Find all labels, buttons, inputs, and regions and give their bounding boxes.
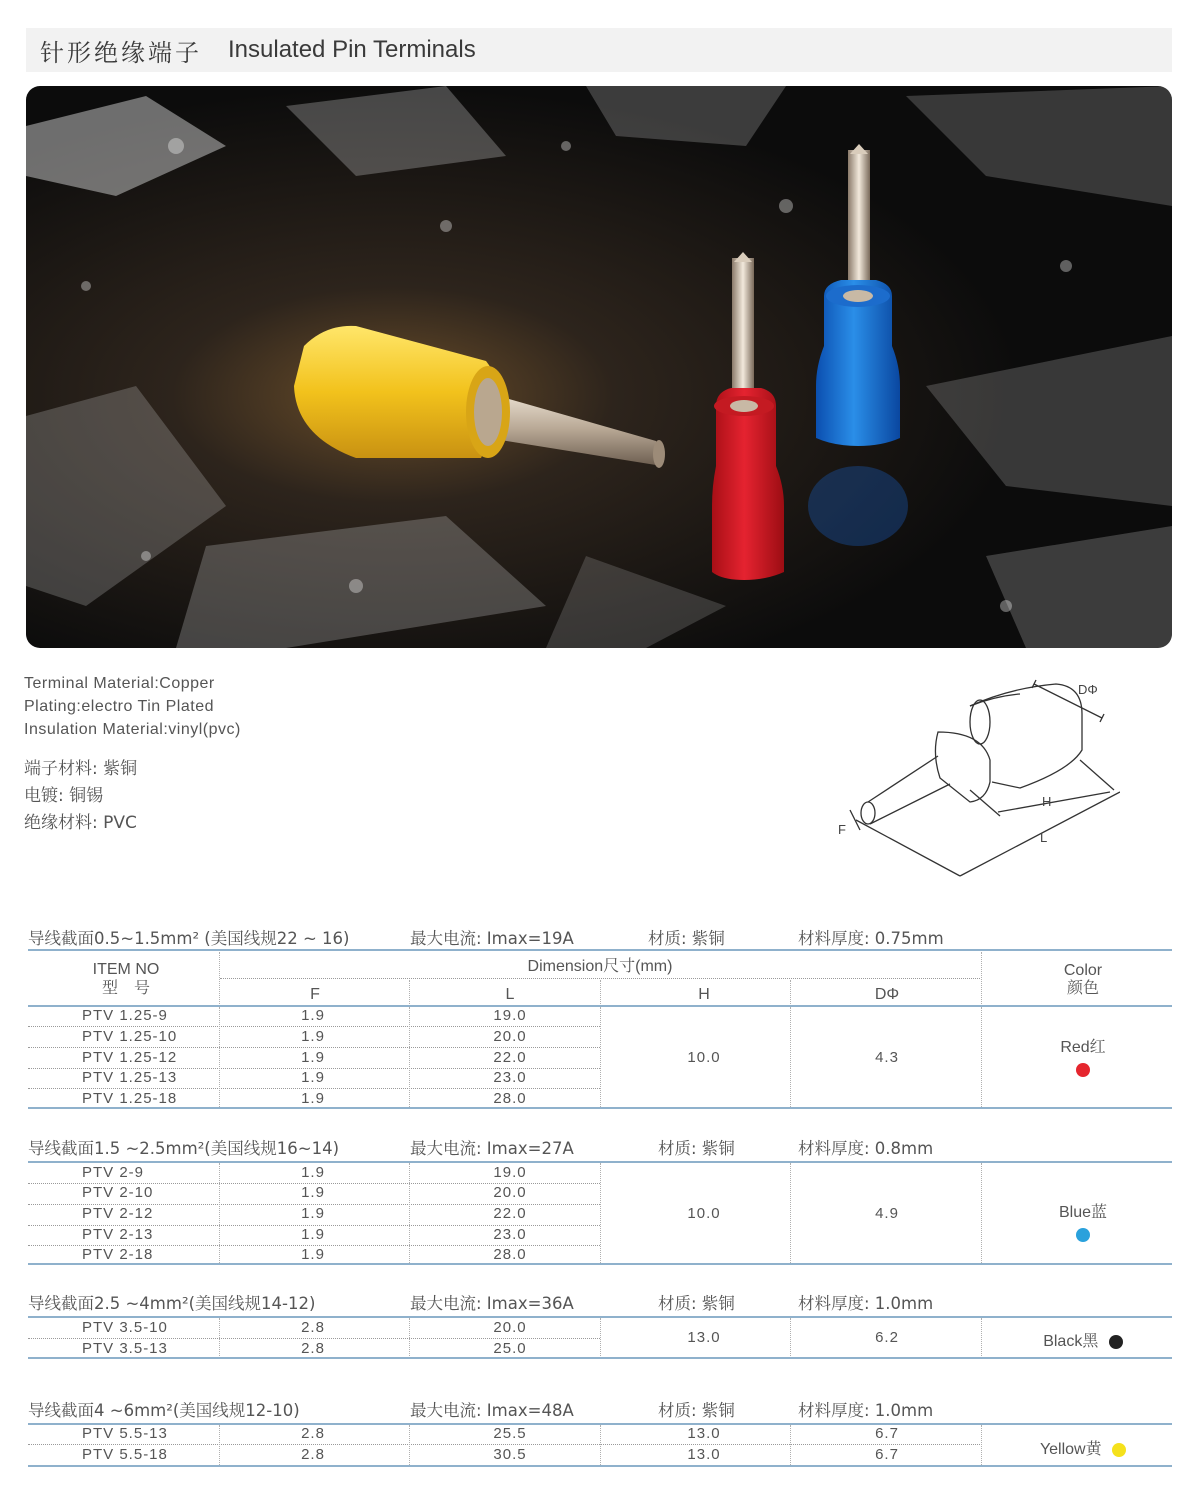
table-row-item: PTV 1.25-12	[82, 1049, 178, 1066]
group-1-thickness: 材料厚度: 0.75mm	[798, 929, 944, 948]
group-2-thickness: 材料厚度: 0.8mm	[798, 1139, 934, 1158]
group-4-header	[28, 1397, 1172, 1421]
diagram-label-f: F	[838, 822, 846, 837]
table-row-item: PTV 1.25-13	[82, 1069, 178, 1086]
spec-cn-terminal-material: 端子材料: 紫铜	[24, 759, 138, 779]
table-row-f: 1.9	[301, 1184, 325, 1201]
table-row-l: 22.0	[493, 1205, 527, 1222]
group-1-h: 10.0	[687, 1049, 721, 1066]
group-1-material: 材质: 紫铜	[648, 929, 725, 948]
table-row-l: 22.0	[493, 1049, 527, 1066]
header-h: H	[698, 986, 710, 1003]
blue-color-swatch	[1076, 1228, 1090, 1242]
group-1-top-rule	[28, 949, 1172, 951]
table-row-h: 13.0	[687, 1446, 721, 1463]
group-2-header	[28, 1135, 1172, 1159]
header-item-no: ITEM NO	[92, 961, 160, 978]
col-divider	[600, 1163, 601, 1263]
spec-cn-plating: 电镀: 铜锡	[24, 786, 104, 806]
header-item-no-cn: 型 号	[101, 980, 150, 997]
table-row-l: 28.0	[493, 1090, 527, 1107]
table-row-l: 23.0	[493, 1226, 527, 1243]
table-row-f: 2.8	[301, 1340, 325, 1357]
table-row-l: 20.0	[493, 1028, 527, 1045]
header-vline	[600, 980, 601, 1006]
header-l: L	[505, 986, 515, 1003]
col-divider	[981, 1318, 982, 1358]
col-divider	[600, 1425, 601, 1465]
table-row-h: 13.0	[687, 1425, 721, 1442]
col-divider	[790, 1007, 791, 1107]
table-row-f: 1.9	[301, 1090, 325, 1107]
group-3-header	[28, 1290, 1172, 1314]
table-row-f: 1.9	[301, 1028, 325, 1045]
yellow-color-swatch	[1112, 1443, 1126, 1457]
table-row-d: 6.7	[875, 1446, 899, 1463]
col-divider	[790, 1318, 791, 1358]
group-3-current: 最大电流: Imax=36A	[410, 1294, 574, 1313]
header-vline	[219, 952, 220, 1006]
diagram-label-l: L	[1040, 830, 1048, 845]
table-row-d: 6.7	[875, 1425, 899, 1442]
table-row-l: 20.0	[493, 1184, 527, 1201]
spec-cn-insulation-material: 绝缘材料: PVC	[24, 813, 137, 833]
table-row-f: 1.9	[301, 1226, 325, 1243]
group-4-material: 材质: 紫铜	[658, 1401, 735, 1420]
table-row-f: 2.8	[301, 1319, 325, 1336]
header-dimension: Dimension尺寸(mm)	[527, 958, 673, 975]
col-divider	[790, 1425, 791, 1465]
title-bar	[26, 28, 1172, 72]
table-row-l: 23.0	[493, 1069, 527, 1086]
dimension-diagram-drawing	[820, 670, 1120, 890]
group-3-material: 材质: 紫铜	[658, 1294, 735, 1313]
col-divider	[981, 1163, 982, 1263]
table-row-item: PTV 1.25-18	[82, 1090, 178, 1107]
table-row-f: 2.8	[301, 1446, 325, 1463]
table-row-item: PTV 2-10	[82, 1184, 154, 1201]
group-1-current: 最大电流: Imax=19A	[410, 929, 574, 948]
header-color: Color	[1063, 962, 1103, 979]
product-photo	[26, 86, 1172, 648]
spec-insulation-material: Insulation Material:vinyl(pvc)	[24, 721, 241, 738]
group-2-h: 10.0	[687, 1205, 721, 1222]
table-row-item: PTV 3.5-13	[82, 1340, 168, 1357]
group-1-bottom-rule	[28, 1107, 1172, 1109]
header-vline	[409, 980, 410, 1006]
table-row-l: 28.0	[493, 1246, 527, 1263]
table-row-item: PTV 2-13	[82, 1226, 154, 1243]
col-divider	[600, 1318, 601, 1358]
group-2-color-label: Blue蓝	[1058, 1204, 1108, 1221]
table-row-f: 1.9	[301, 1164, 325, 1181]
col-divider	[219, 1163, 220, 1263]
group-2-d: 4.9	[875, 1205, 899, 1222]
header-dimension-divider	[220, 978, 980, 979]
col-divider	[409, 1007, 410, 1107]
table-row-f: 1.9	[301, 1049, 325, 1066]
title-chinese: 针形绝缘端子	[40, 38, 202, 67]
table-row-l: 19.0	[493, 1164, 527, 1181]
col-divider	[219, 1007, 220, 1107]
red-color-swatch	[1076, 1063, 1090, 1077]
group-1-section: 导线截面0.5~1.5mm² (美国线规22 ~ 16)	[28, 929, 350, 948]
col-divider	[409, 1318, 410, 1358]
group-3-thickness: 材料厚度: 1.0mm	[798, 1294, 934, 1313]
group-2-section: 导线截面1.5 ~2.5mm²(美国线规16~14)	[28, 1139, 340, 1158]
table-row-f: 1.9	[301, 1246, 325, 1263]
product-photo-illustration	[26, 86, 1172, 648]
group-4-current: 最大电流: Imax=48A	[410, 1401, 574, 1420]
table-row-l: 20.0	[493, 1319, 527, 1336]
table-row-item: PTV 3.5-10	[82, 1319, 168, 1336]
header-d: DΦ	[874, 986, 900, 1003]
diagram-label-h: H	[1042, 794, 1052, 809]
group-2-material: 材质: 紫铜	[658, 1139, 735, 1158]
table-row-l: 25.5	[493, 1425, 527, 1442]
diagram-label-d: DΦ	[1078, 682, 1098, 697]
table-row-item: PTV 2-18	[82, 1246, 154, 1263]
col-divider	[219, 1318, 220, 1358]
title-english: Insulated Pin Terminals	[228, 36, 476, 63]
col-divider	[790, 1163, 791, 1263]
table-row-l: 25.0	[493, 1340, 527, 1357]
group-3-color	[984, 1328, 1182, 1351]
table-row-l: 30.5	[493, 1446, 527, 1463]
table-row-item: PTV 5.5-13	[82, 1425, 168, 1442]
col-divider	[981, 1007, 982, 1107]
group-4-bottom-rule	[28, 1465, 1172, 1467]
group-4-thickness: 材料厚度: 1.0mm	[798, 1401, 934, 1420]
table-row-f: 1.9	[301, 1205, 325, 1222]
table-row-f: 1.9	[301, 1007, 325, 1024]
table-row-l: 19.0	[493, 1007, 527, 1024]
group-1-color	[984, 1034, 1182, 1079]
spec-terminal-material: Terminal Material:Copper	[24, 675, 215, 692]
spec-plating: Plating:electro Tin Plated	[24, 698, 214, 715]
group-1-d: 4.3	[875, 1049, 899, 1066]
group-3-d: 6.2	[875, 1329, 899, 1346]
col-divider	[409, 1425, 410, 1465]
header-vline	[981, 952, 982, 1006]
table-row-item: PTV 1.25-9	[82, 1007, 168, 1024]
group-1-color-label: Red红	[1060, 1039, 1106, 1056]
table-row-item: PTV 5.5-18	[82, 1446, 168, 1463]
dimension-diagram	[820, 670, 1120, 890]
group-2-color	[984, 1199, 1182, 1244]
table-row-item: PTV 1.25-10	[82, 1028, 178, 1045]
col-divider	[981, 1425, 982, 1465]
col-divider	[219, 1425, 220, 1465]
table-row-f: 1.9	[301, 1069, 325, 1086]
group-3-h: 13.0	[687, 1329, 721, 1346]
group-3-section: 导线截面2.5 ~4mm²(美国线规14-12)	[28, 1294, 316, 1313]
table-row-item: PTV 2-12	[82, 1205, 154, 1222]
group-2-current: 最大电流: Imax=27A	[410, 1139, 574, 1158]
group-3-color-label: Black黑	[1043, 1333, 1099, 1350]
group-2-bottom-rule	[28, 1263, 1172, 1265]
group-4-color-label: Yellow黄	[1039, 1441, 1102, 1458]
col-divider	[409, 1163, 410, 1263]
group-4-color	[984, 1436, 1182, 1459]
group-1-header	[28, 925, 1172, 949]
header-color-cn: 颜色	[1066, 980, 1099, 997]
col-divider	[600, 1007, 601, 1107]
group-3-bottom-rule	[28, 1357, 1172, 1359]
group-4-section: 导线截面4 ~6mm²(美国线规12-10)	[28, 1401, 300, 1420]
table-row-item: PTV 2-9	[82, 1164, 145, 1181]
black-color-swatch	[1109, 1335, 1123, 1349]
header-f: F	[310, 986, 320, 1003]
table-row-f: 2.8	[301, 1425, 325, 1442]
header-vline	[790, 980, 791, 1006]
